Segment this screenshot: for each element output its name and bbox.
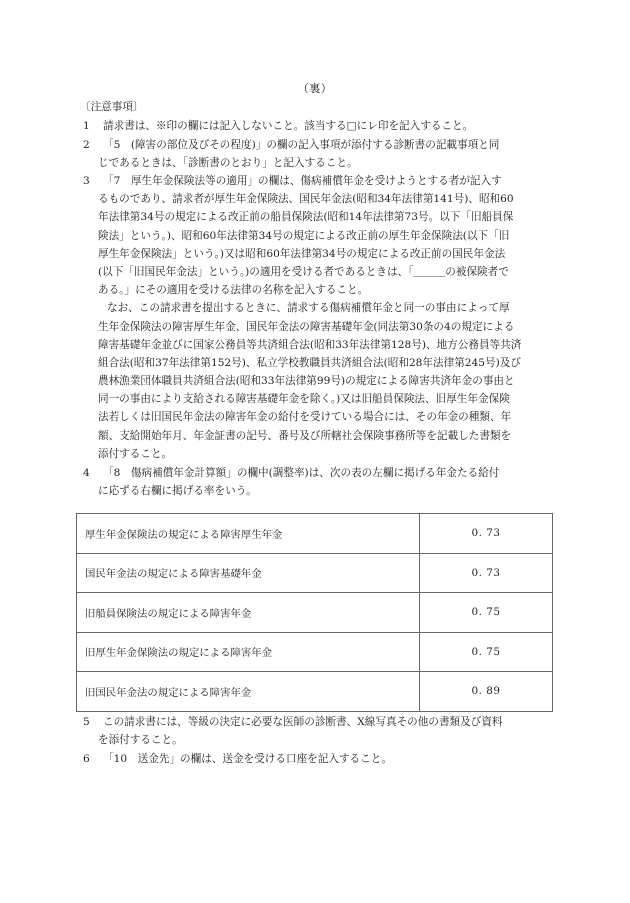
note-line: (以下「旧国民年金法」という。)の適用を受ける者であるときは、「＿＿＿の被保険者で	[98, 265, 509, 278]
table-row	[77, 514, 553, 554]
note-text: この請求書には、等級の決定に必要な医師の診断書、X線写真その他の書類及び資料	[103, 716, 503, 728]
table-row	[77, 553, 553, 593]
note-continuation-line: 法若しくは旧国民年金法の障害年金の給付を受けている場合には、その年金の種類、年	[98, 411, 512, 424]
note-line: 年法律第34号の規定による改正前の船員保険法(昭和14年法律第73号。以下「旧船員保	[98, 211, 514, 224]
note-item-4	[83, 464, 553, 500]
note-line: じであるときは、「診断書のとおり」と記入すること。	[98, 156, 358, 169]
note-continuation-line: なお、この請求書を提出するときに、請求する傷病補償年金と同一の事由によって厚	[107, 302, 510, 315]
note-text: 請求書は、※印の欄には記入しないこと。該当する□にレ印を記入すること。	[103, 120, 474, 132]
note-text: 「10 送金先」の欄は、送金を受ける口座を記入すること。	[103, 753, 392, 765]
note-continuation-line: 添付すること。	[98, 447, 173, 460]
table-row	[77, 672, 553, 712]
note-continuation-line: 生年金保険法の障害厚生年金、国民年金法の障害基礎年金(同法第30条の4の規定による	[98, 320, 515, 333]
note-line	[83, 136, 553, 154]
note-item-6	[83, 750, 553, 768]
note-number: 1	[83, 120, 90, 132]
benefit-cell: 旧船員保険法の規定による障害年金	[77, 593, 420, 633]
benefit-cell: 厚生年金保険法の規定による障害厚生年金	[77, 514, 420, 554]
note-line	[83, 464, 553, 482]
note-continuation-line: 同一の事由により支給される障害基礎年金を除く。)又は旧船員保険法、旧厚生年金保険	[98, 393, 510, 406]
note-number: 2	[83, 138, 90, 151]
rate-cell: 0. 75	[420, 593, 553, 633]
rate-cell: 0. 75	[420, 632, 553, 672]
note-line: に応ずる右欄に掲げる率をいう。	[98, 485, 257, 498]
note-number: 5	[83, 716, 90, 728]
benefit-cell: 旧国民年金法の規定による障害年金	[77, 672, 420, 712]
rate-cell: 0. 73	[420, 514, 553, 554]
note-continuation-line: 障害基礎年金並びに国家公務員等共済組合法(昭和33年法律第128号)、地方公務員等共済	[98, 338, 522, 351]
table-row	[77, 632, 553, 672]
note-item-3	[83, 172, 553, 463]
note-number: 3	[83, 175, 90, 187]
note-text: 「5 (障害の部位及びその程度)」の欄の記入事項が添付する診断書の記載事項と同	[103, 138, 500, 151]
note-line	[83, 713, 553, 731]
note-line	[83, 172, 553, 190]
note-line: ある。」にその適用を受ける法律の名称を記入すること。	[98, 284, 369, 297]
note-item-5	[83, 713, 553, 749]
rate-cell: 0. 73	[420, 553, 553, 593]
table-row	[77, 593, 553, 633]
note-item-1	[83, 117, 553, 135]
notes-heading: 〔注意事項〕	[80, 101, 144, 113]
benefit-cell: 国民年金法の規定による障害基礎年金	[77, 553, 420, 593]
rate-cell: 0. 89	[420, 672, 553, 712]
note-line	[83, 117, 553, 135]
note-continuation-line: 組合法(昭和37年法律第152号)、私立学校教職員共済組合法(昭和28年法律第245号)及び	[98, 356, 521, 369]
note-number: 4	[83, 467, 90, 479]
note-text: 「7 厚生年金保険法等の適用」の欄は、傷病補償年金を受けようとする者が記入す	[103, 175, 502, 187]
benefit-cell: 旧厚生年金保険法の規定による障害年金	[77, 632, 420, 672]
note-continuation-line: 農林漁業団体職員共済組合法(昭和33年法律第99号)の規定による障害共済年金の事由と	[98, 375, 515, 388]
note-line: を添付すること。	[98, 734, 183, 747]
note-text: 「8 傷病補償年金計算額」の欄中(調整率)は、次の表の左欄に掲げる年金たる給付	[103, 467, 500, 479]
note-item-2	[83, 136, 553, 172]
note-line: 険法」という。)、昭和60年法律第34号の規定による改正前の厚生年金保険法(以下「旧	[98, 229, 510, 242]
note-line: るものであり、請求者が厚生年金保険法、国民年金法(昭和34年法律第141号)、昭和60	[98, 193, 514, 206]
note-number: 6	[83, 753, 90, 765]
adjustment-rate-table	[76, 513, 553, 712]
note-line: 厚生年金保険法」という。)又は昭和60年法律第34号の規定による改正前の国民年金法	[98, 247, 506, 260]
note-continuation-line: 額、支給開始年月、年金証書の記号、番号及び所轄社会保険事務所等を記載した書類を	[98, 429, 512, 442]
note-line	[83, 750, 553, 768]
page-side-title: （裏）	[297, 82, 333, 95]
